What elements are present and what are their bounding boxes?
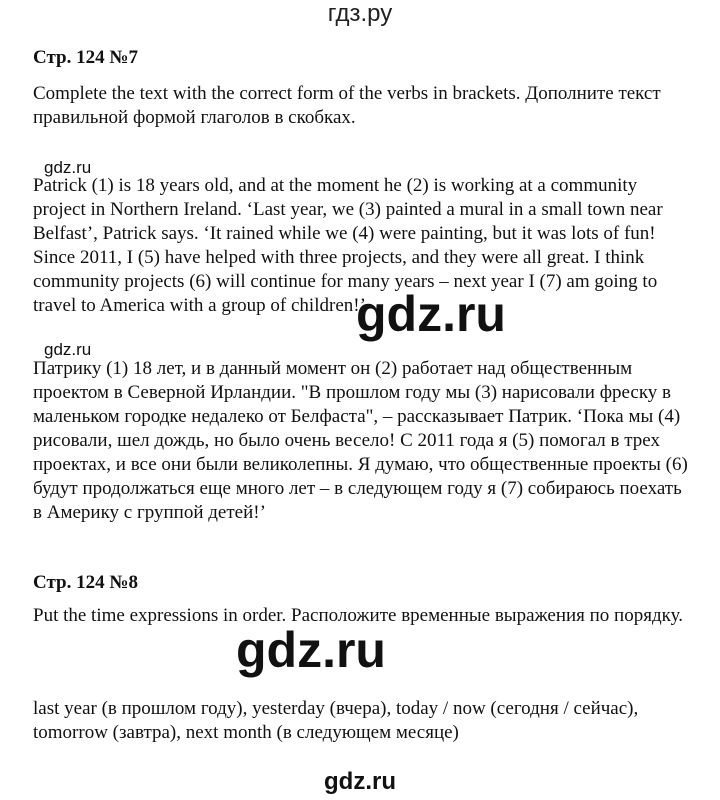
watermark-big-2: gdz.ru xyxy=(236,622,386,678)
watermark-small-2: gdz.ru xyxy=(44,340,92,359)
section-8-answer: last year (в прошлом году), yesterday (вчера), today / now (сегодня / сейчас), tomorrow (завтра), next month (в следующем месяце) xyxy=(33,698,639,743)
watermark-big-1: gdz.ru xyxy=(356,286,506,342)
section-8-instruction: Put the time expressions in order. Расположите временные выражения по порядку. xyxy=(33,605,683,626)
section-7-english-text: Patrick (1) is 18 years old, and at the moment he (2) is working at a community project in Northern Ireland. ‘Last year, we (3) painted a mural in a small town near Belfast’, Patrick says. ‘It rained while we (4) were painting, but it was lots of fun! Since 2011, I (5) have helped with three projects, and they were all great. I think community projects (6) will continue for many years – next year I (7) am going to travel to America with a group of children!’ xyxy=(33,175,663,316)
site-header: гдз.ру xyxy=(327,0,393,27)
section-8-heading: Стр. 124 №8 xyxy=(33,572,138,593)
site-footer: gdz.ru xyxy=(324,768,396,795)
section-7-instruction: Complete the text with the correct form of the verbs in brackets. Дополните текст правильной формой глаголов в скобках. xyxy=(33,83,661,128)
section-7-heading: Стр. 124 №7 xyxy=(33,47,138,68)
watermark-small-1: gdz.ru xyxy=(44,158,92,177)
section-7-russian-text: Патрику (1) 18 лет, и в данный момент он (2) работает над общественным проектом в Северной Ирландии. "В прошлом году мы (3) нарисовали фреску в маленьком городке недалеко от Белфаста", – рассказывает Патрик. ‘Пока мы (4) рисовали, шел дождь, но было очень весело! С 2011 года я (5) помогал в трех проектах, и все они были великолепны. Я думаю, что общественные проекты (6) будут продолжаться еще много лет – в следующем году я (7) собираюсь поехать в Америку с группой детей!’ xyxy=(33,358,688,523)
